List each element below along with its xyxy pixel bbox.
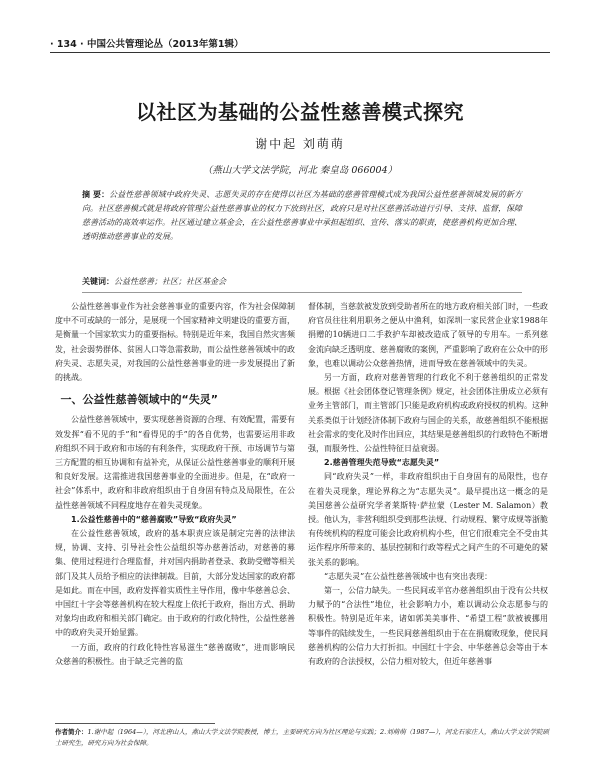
body-paragraph: 督体制，当慈款被发放到受助者所在的地方政府相关部门时，一些政府官员往往利用职务之便从中渔利，如深圳一家民营企业家1988年捐赠的10辆进口二手救护车却被改造成了领导的专用车。一系列慈金流向缺乏透明度、慈善腐败的案例，严重影响了政府在公众中的形象，也难以调动公众慈善热情，进而导致在慈善领域中的失灵。 xyxy=(308,302,548,368)
abstract-label: 摘 要： xyxy=(82,190,110,199)
authors: 谢中起 刘萌萌 xyxy=(255,137,345,151)
sub2-heading: 2.慈善管理失范导致“志愿失灵” xyxy=(324,458,440,468)
abstract xyxy=(82,188,522,244)
keywords-rule xyxy=(82,292,522,293)
intro-paragraph: 公益性慈善事业作为社会慈善事业的重要内容，作为社会保障制度中不可或缺的一部分，是展现一个国家精神文明建设的重要方面，是衡量一个国家软实力的重要指标。特别是近年来，我国自然灾害频发，社会弱势群体、贫困人口等急需救助，而公益性慈善领域中的政府失灵、志愿失灵，对我国的公益性慈善事业的进一步发展提出了新的挑战。 xyxy=(55,302,295,383)
body-paragraph: “志愿失灵”在公益性慈善领域中也有突出表现： xyxy=(324,571,493,581)
keywords xyxy=(82,276,522,287)
body-paragraph: 第一，公信力缺失。一些民间或半官办慈善组织由于没有公共权力赋予的“合法性”地位，社会影响力小，难以调动公众志愿参与的积极性。特别是近年来，诸如郭美美事件、“希望工程”款被被挪用等事件的陆续发生，一些民间慈善组织由于在在捐腐败现象，使民间慈善机构的公信力大打折扣。中国红十字会、中华慈善总会等由于本有政府的合法授权，公信力相对较大，但近年慈善事 xyxy=(308,586,548,667)
sub1-paragraph: 一方面，政府的行政化特性容易滋生“慈善腐败”，进而影响民众慈善的积极性。由于缺乏完善的监 xyxy=(55,642,295,666)
left-column xyxy=(55,300,295,669)
paper-title: 以社区为基础的公益性慈善模式探究 xyxy=(136,100,464,124)
affiliation: （燕山大学文法学院，河北 秦皇岛 066004） xyxy=(202,165,398,176)
section1-heading: 一、公益性慈善领域中的“失灵” xyxy=(60,393,218,407)
body-paragraph: 同“政府失灵”一样，非政府组织由于自身固有的局限性，也存在着失灵现象，理论界称之为“志愿失灵”。最早提出这一概念的是美国慈善公益研究学者莱斯特·萨拉蒙（Lester M. Salamon）教授。他认为，非营利组织受到那些法规、行动规程、繁守成规等浙脆有传统机构的程度可能会比政府机构小些，但它们很难完全不受由其运作程序所带来的、基层控制和行政等程式之间产生的不可避免的紧张关系的影响。 xyxy=(308,472,548,567)
section1-paragraph: 公益性慈善领域中，要实现慈善资源的合理、有效配置，需要有效发挥“看不见的手”和“看得见的手”的各自优势，也需要运用非政府组织不同于政府和市场的有利条件，实现政府干预、市场调节与第三方配置的相互协调和有益补充，从保证公益性慈善事业的顺利开展和良好发展。这需推进我国慈善事业的全面进步。但是，在“政府一社会”体系中，政府和非政府组织由于自身固有特点及局限性，在公益性慈善领域不同程度地存在着失灵现象。 xyxy=(55,415,295,510)
footnote-text: 1.谢中起（1964—），河北唐山人，燕山大学文法学院教授，博士，主要研究方向为社区理论与实践；2.刘萌萌（1987—），河北石家庄人，燕山大学文法学院硕士研究生，研究方向为社会保障。 xyxy=(55,728,549,747)
right-column xyxy=(308,300,548,669)
author-footnote xyxy=(55,727,550,749)
footnote-rule xyxy=(55,723,215,724)
sub1-paragraph: 在公益性慈善领域，政府的基本职责应该是制定完善的法律法规，协调、支持、引导社会性公益组织等办慈善活动，对慈善的募集、使用过程进行合理监督，并对国内捐助者登录、救助受赠等相关部门及其人员给予相应的法律制裁。目前，大部分发达国家的政府都是如此。而在中国，政府发挥着实质性主导作用，像中华慈善总会、中国红十字会等慈善机构在较大程度上依托于政府，指出方式、捐助对象均由政府和相关部门确定。由于政府的行政化特性，公益性慈善中的政府失灵开始显露。 xyxy=(55,529,295,638)
running-head: · 134 · 中国公共管理论丛（2013年第1辑） xyxy=(50,39,244,50)
footnote-label: 作者简介： xyxy=(55,728,88,736)
keywords-text: 公益性慈善；社区；社区基金会 xyxy=(114,277,226,286)
abstract-text: 公益性慈善领域中政府失灵、志愿失灵的存在使得以社区为基础的慈善管理模式成为我国公益性慈善领域发展的新方向。社区慈善模式就是将政府管理公益性慈善事业的权力下放到社区，政府只是对社区慈善活动进行引导、支持、监督，保障慈善活动的高效率运作。社区通过建立基金会，在公益性慈善事业中承担起组织、宣传、落实的职责，使慈善机构更加合理、透明推动慈善事业的发展。 xyxy=(82,190,522,241)
header-rule xyxy=(50,52,550,53)
body-paragraph: 另一方面，政府对慈善管理的行政化不利于慈善组织的正常发展。根据《社会团体登记管理条例》规定，社会团体注册成立必须有业务主管部门，而主管部门只能是政府机构或政府授权的机构。这种关系类似于计划经济体制下政府与国企的关系，故慈善组织不能根据社会需求的变化及时作出回应，其结果是慈善组织的行政特色不断增强，而服务性、公益性特征日益衰弱。 xyxy=(308,373,548,454)
keywords-label: 关键词： xyxy=(82,277,114,286)
sub1-heading: 1.公益性慈善中的“慈善腐败”导致“政府失灵” xyxy=(71,514,237,524)
